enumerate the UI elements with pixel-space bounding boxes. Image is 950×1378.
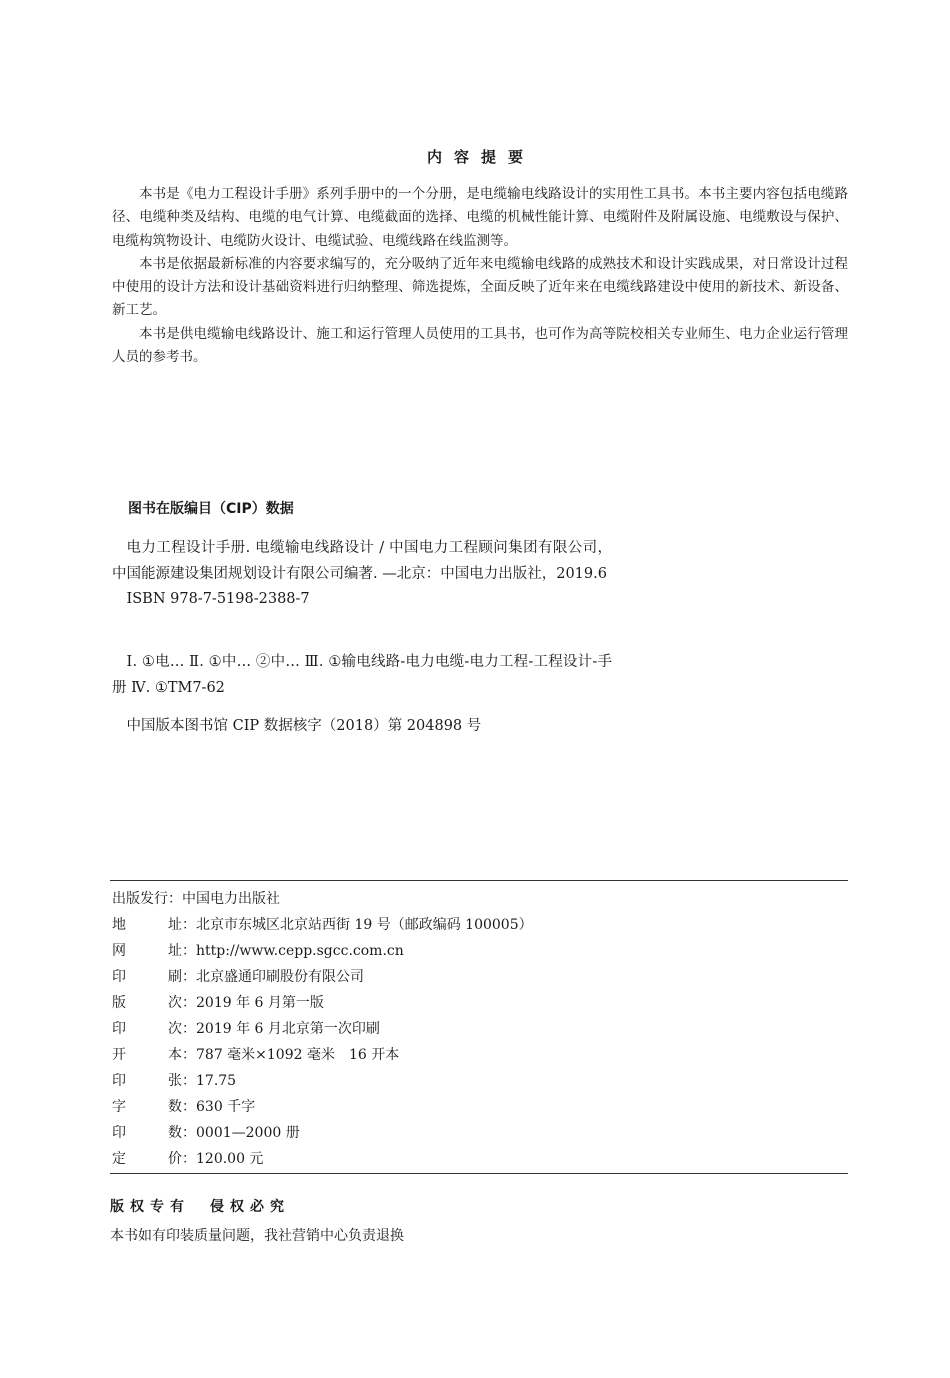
pub-row-address [112, 912, 533, 938]
summary-paragraph: 本书是供电缆输电线路设计、施工和运行管理人员使用的工具书，也可作为高等院校相关专业师生、电力企业运行管理人员的参考书。 [112, 325, 848, 366]
pub-colon: ： [182, 1151, 196, 1167]
cip-description: 电力工程设计手册. 电缆输电线路设计 / 中国电力工程顾问集团有限公司，中国能源建设集团规划设计有限公司编著. —北京：中国电力出版社，2019.6 [112, 540, 612, 582]
pub-row-print-run [112, 1120, 300, 1146]
pub-row-website [112, 938, 404, 964]
pub-value: 2019 年 6 月北京第一次印刷 [196, 1021, 380, 1037]
pub-value: 787 毫米×1092 毫米 16 开本 [196, 1047, 400, 1063]
copyright-note: 本书如有印装质量问题，我社营销中心负责退换 [110, 1228, 404, 1244]
pub-label: 印数 [112, 1125, 182, 1141]
pub-colon: ： [168, 891, 182, 907]
cip-heading: 图书在版编目（CIP）数据 [128, 501, 294, 517]
pub-label: 地址 [112, 917, 182, 933]
pub-label: 开本 [112, 1047, 182, 1063]
pub-label: 版次 [112, 995, 182, 1011]
pub-label: 网址 [112, 943, 182, 959]
pub-label: 印刷 [112, 969, 182, 985]
pub-label: 出版发行 [112, 891, 168, 907]
pub-colon: ： [182, 1125, 196, 1141]
pub-colon: ： [182, 1099, 196, 1115]
pub-colon: ： [182, 917, 196, 933]
pub-label: 印次 [112, 1021, 182, 1037]
pub-value: 北京市东城区北京站西街 19 号（邮政编码 100005） [196, 917, 533, 933]
pub-colon: ： [182, 943, 196, 959]
divider-top [110, 880, 848, 881]
pub-row-sheets [112, 1068, 236, 1094]
summary-paragraph: 本书是依据最新标准的内容要求编写的，充分吸纳了近年来电缆输电线路的成熟技术和设计实践成果，对日常设计过程中使用的设计方法和设计基础资料进行归纳整理、筛选提炼，全面反映了近年来在电缆线路建设中使用的新技术、新设备、新工艺。 [112, 255, 848, 319]
pub-row-edition [112, 990, 324, 1016]
pub-colon: ： [182, 1021, 196, 1037]
copyright-heading: 版权专有 侵权必究 [110, 1199, 290, 1215]
divider-bottom [110, 1173, 848, 1174]
pub-row-format [112, 1042, 399, 1068]
pub-value: 0001—2000 册 [196, 1125, 300, 1141]
cip-verification: 中国版本图书馆 CIP 数据核字（2018）第 204898 号 [126, 718, 482, 734]
summary-body [112, 183, 848, 369]
pub-row-printer [112, 964, 364, 990]
pub-label: 定价 [112, 1151, 182, 1167]
pub-value: 630 千字 [196, 1099, 256, 1115]
cip-isbn: ISBN 978-7-5198-2388-7 [126, 591, 310, 607]
pub-value: 120.00 元 [196, 1151, 264, 1167]
pub-row-impression [112, 1016, 380, 1042]
pub-value: 17.75 [196, 1073, 237, 1089]
pub-colon: ： [182, 995, 196, 1011]
cip-classification-block [112, 650, 612, 701]
pub-row-word-count [112, 1094, 255, 1120]
cip-classification: Ⅰ. ①电… Ⅱ. ①中… ②中… Ⅲ. ①输电线路-电力电缆-电力工程-工程设计-手册 Ⅳ. ①TM7-62 [112, 654, 612, 696]
pub-colon: ： [182, 1047, 196, 1063]
summary-title: 内容提要 [426, 148, 535, 166]
pub-row-price [112, 1146, 263, 1172]
pub-value: http://www.cepp.sgcc.com.cn [196, 943, 404, 959]
pub-colon: ： [182, 969, 196, 985]
pub-value: 中国电力出版社 [182, 891, 280, 907]
pub-label: 字数 [112, 1099, 182, 1115]
pub-value: 北京盛通印刷股份有限公司 [196, 969, 364, 985]
summary-paragraph: 本书是《电力工程设计手册》系列手册中的一个分册，是电缆输电线路设计的实用性工具书。本书主要内容包括电缆路径、电缆种类及结构、电缆的电气计算、电缆截面的选择、电缆的机械性能计算、电缆附件及附属设施、电缆敷设与保护、电缆构筑物设计、电缆防火设计、电缆试验、电缆线路在线监测等。 [112, 186, 848, 249]
cip-verification-block [112, 714, 612, 740]
pub-colon: ： [182, 1073, 196, 1089]
pub-label: 印张 [112, 1073, 182, 1089]
pub-row-publisher [112, 886, 280, 912]
pub-value: 2019 年 6 月第一版 [196, 995, 324, 1011]
cip-description-block [112, 536, 612, 613]
